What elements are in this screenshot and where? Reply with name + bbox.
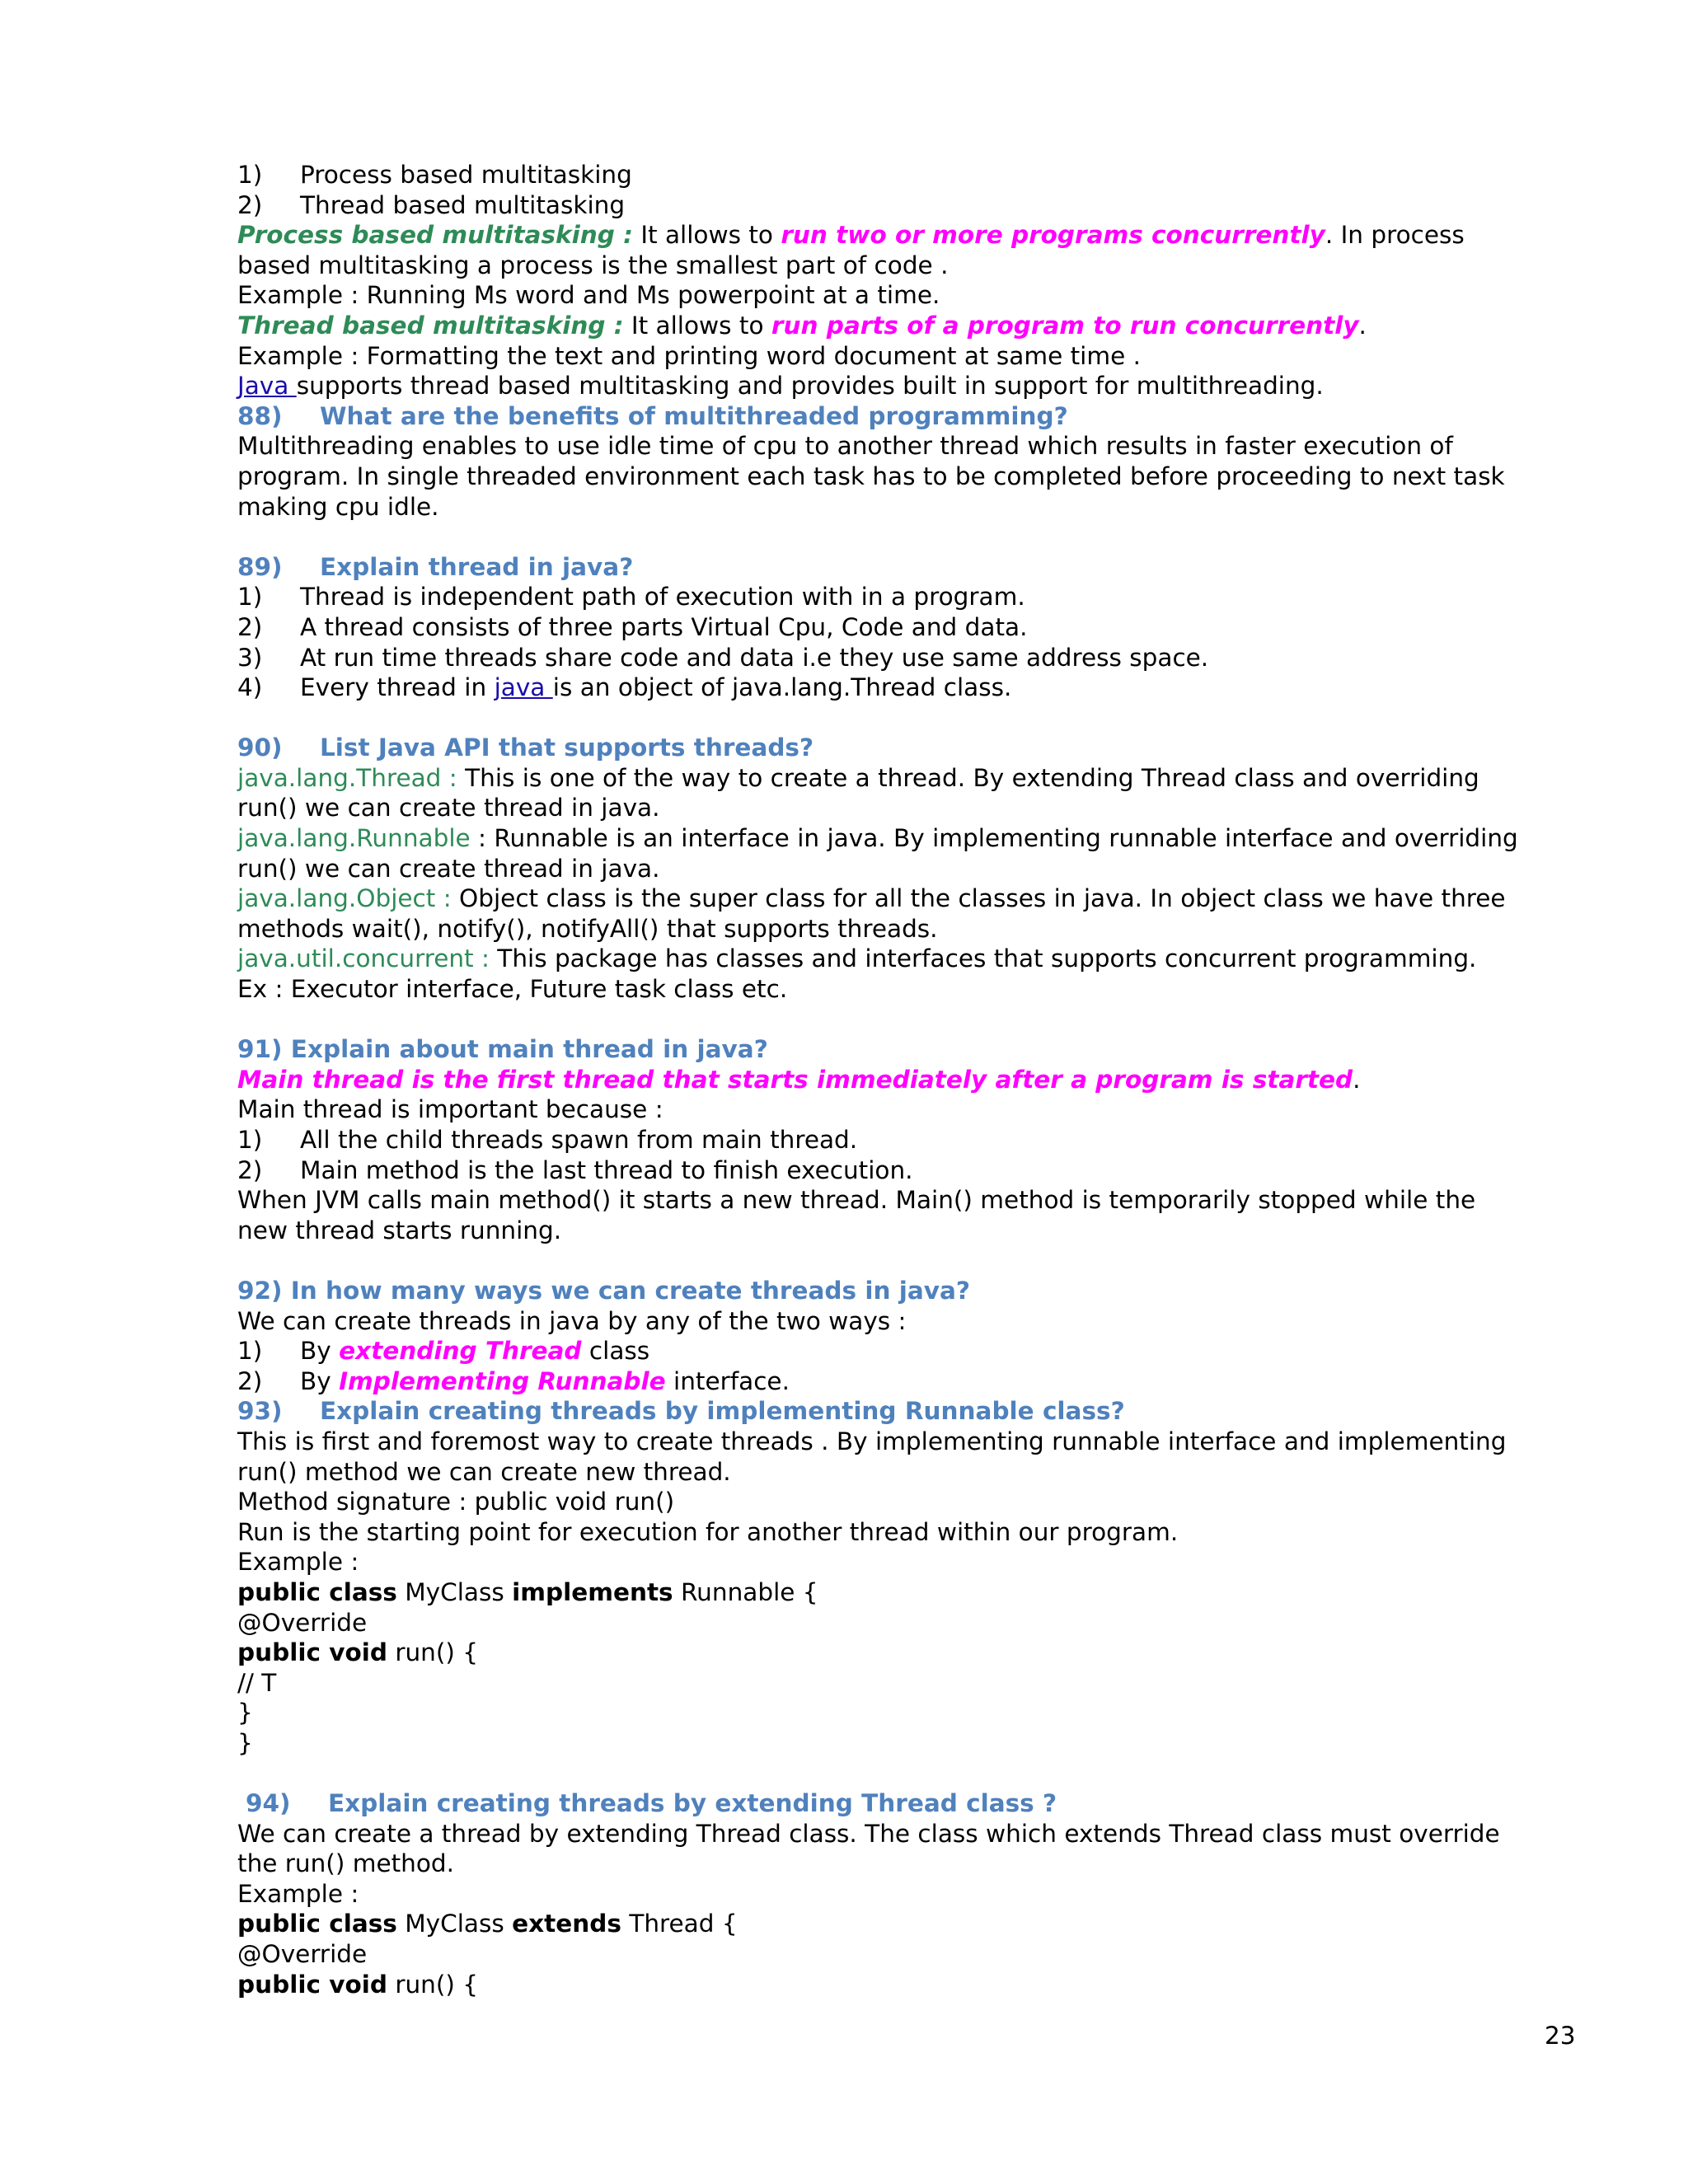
api-entry [237, 883, 1573, 914]
list-item [237, 582, 1573, 612]
list-text: By [300, 1337, 340, 1366]
list-text: is an object of java.lang.Thread class. [552, 673, 1012, 702]
question-title: List Java API that supports threads? [320, 733, 814, 762]
code-line: } [237, 1728, 253, 1757]
spacer [237, 1245, 1573, 1276]
paragraph-line: When JVM calls main method() it starts a new thread. Main() method is temporarily stopped while the [237, 1186, 1476, 1215]
paragraph-line: Method signature : public void run() [237, 1488, 675, 1516]
code-keyword: public void [237, 1638, 387, 1667]
list-number: 4) [237, 673, 263, 702]
java-link[interactable]: Java [237, 372, 297, 401]
example-line: Example : Formatting the text and printing word document at same time . [237, 341, 1142, 370]
code-line: // T [237, 1668, 277, 1697]
code-text: MyClass [396, 1577, 513, 1606]
code-keyword: implements [512, 1577, 673, 1606]
list-number: 1) [237, 161, 263, 189]
code-line: @Override [237, 1608, 368, 1637]
text: It allows to [632, 221, 781, 250]
code-keyword: public class [237, 1577, 397, 1606]
text: This package has classes and interfaces that supports concurrent programming. [497, 944, 1477, 973]
code-text: Runnable { [673, 1577, 818, 1606]
list-number: 2) [237, 1366, 263, 1395]
paragraph-line: Main thread is important because : [237, 1095, 663, 1124]
paragraph-line: run() method we can create new thread. [237, 1457, 731, 1486]
emphasis-text: run parts of a program to run concurrently [771, 311, 1359, 340]
code-text: MyClass [396, 1910, 513, 1938]
code-line [237, 1638, 1573, 1668]
list-number: 2) [237, 190, 263, 219]
code-text: run() { [387, 1970, 479, 1999]
api-entry [237, 944, 1573, 974]
code-keyword: public class [237, 1910, 397, 1938]
emphasis-text: Main thread is the first thread that starts immediately after a program is started [237, 1065, 1353, 1094]
list-number: 3) [237, 643, 263, 672]
page-body [237, 160, 1573, 1999]
api-name: java.lang.Runnable [237, 824, 471, 853]
emphasis-text: extending Thread [339, 1337, 582, 1366]
text: . [1358, 311, 1367, 340]
question-title: What are the benefits of multithreaded programming? [320, 401, 1068, 430]
code-keyword: public void [237, 1970, 387, 1999]
list-item [237, 673, 1573, 703]
list-text: class [581, 1337, 650, 1366]
list-text: Thread is independent path of execution with in a program. [300, 583, 1025, 612]
code-line [237, 1577, 1573, 1608]
text: . In process [1325, 221, 1465, 250]
paragraph-line [237, 1065, 1573, 1095]
list-text: All the child threads spawn from main thread. [300, 1126, 858, 1154]
list-number: 2) [237, 1155, 263, 1184]
api-name: java.lang.Object : [237, 884, 460, 913]
page-number: 23 [1545, 2022, 1576, 2050]
code-line [237, 1909, 1573, 1939]
question-heading: 92) In how many ways we can create threads in java? [237, 1276, 970, 1305]
question-number: 90) [237, 733, 283, 762]
paragraph-line: Example : [237, 1879, 359, 1908]
list-text: At run time threads share code and data i.e they use same address space. [300, 643, 1209, 672]
paragraph-line: We can create a thread by extending Thread class. The class which extends Thread class must override [237, 1819, 1500, 1848]
code-keyword: extends [512, 1910, 621, 1938]
question-heading: 91) Explain about main thread in java? [237, 1035, 768, 1064]
paragraph-line: making cpu idle. [237, 492, 439, 521]
list-item [237, 160, 1573, 190]
list-text: Thread based multitasking [300, 190, 626, 219]
list-text: Every thread in [300, 673, 495, 702]
list-item [237, 190, 1573, 221]
question-number: 93) [237, 1397, 283, 1426]
paragraph-line [237, 311, 1573, 341]
paragraph-line: based multitasking a process is the smallest part of code . [237, 251, 949, 279]
spacer [237, 1758, 1573, 1788]
list-text: Main method is the last thread to finish execution. [300, 1155, 913, 1184]
code-line [237, 1970, 1573, 2000]
api-name: java.lang.Thread : [237, 763, 466, 792]
text: supports thread based multitasking and provides built in support for multithreading. [296, 372, 1324, 401]
question-title: Explain thread in java? [320, 552, 634, 581]
list-number: 1) [237, 1337, 263, 1366]
question-number: 94) [246, 1789, 291, 1818]
paragraph-line: the run() method. [237, 1849, 455, 1878]
paragraph-line: run() we can create thread in java. [237, 794, 660, 823]
paragraph-line: Example : [237, 1548, 359, 1577]
question-heading [237, 1396, 1573, 1427]
example-line: Example : Running Ms word and Ms powerpoint at a time. [237, 281, 940, 310]
emphasis-text: run two or more programs concurrently [781, 221, 1325, 250]
api-entry [237, 763, 1573, 794]
question-heading [237, 1788, 1573, 1819]
question-heading [237, 552, 1573, 583]
text: : Runnable is an interface in java. By implementing runnable interface and overriding [470, 824, 1518, 853]
term-label: Process based multitasking : [237, 221, 633, 250]
list-text: Process based multitasking [300, 161, 632, 189]
code-line: } [237, 1699, 253, 1727]
paragraph-line: We can create threads in java by any of the two ways : [237, 1306, 907, 1335]
paragraph-line: program. In single threaded environment each task has to be completed before proceeding to next task [237, 462, 1505, 490]
paragraph-line: methods wait(), notify(), notifyAll() that supports threads. [237, 914, 938, 943]
paragraph-line [237, 220, 1573, 251]
api-name: java.util.concurrent : [237, 944, 498, 973]
code-line: @Override [237, 1940, 368, 1969]
code-text: run() { [387, 1638, 479, 1667]
term-label: Thread based multitasking : [237, 311, 624, 340]
paragraph-line: Run is the starting point for execution for another thread within our program. [237, 1517, 1179, 1546]
list-item [237, 1366, 1573, 1397]
text: . [1353, 1065, 1361, 1094]
question-title: Explain creating threads by extending Thread class ? [328, 1789, 1057, 1818]
text: Object class is the super class for all the classes in java. In object class we have three [459, 884, 1506, 913]
code-text: Thread { [621, 1910, 738, 1938]
question-title: Explain creating threads by implementing Runnable class? [320, 1397, 1125, 1426]
spacer [237, 522, 1573, 552]
list-item [237, 643, 1573, 673]
text: It allows to [623, 311, 771, 340]
emphasis-text: Implementing Runnable [339, 1366, 666, 1395]
api-entry [237, 823, 1573, 854]
paragraph-line: new thread starts running. [237, 1216, 562, 1244]
list-item [237, 612, 1573, 643]
paragraph-line: This is first and foremost way to create threads . By implementing runnable interface and implementing [237, 1427, 1507, 1455]
list-text: A thread consists of three parts Virtual Cpu, Code and data. [300, 612, 1028, 641]
list-number: 1) [237, 1126, 263, 1154]
paragraph-line: Ex : Executor interface, Future task class etc. [237, 975, 788, 1004]
paragraph-line [237, 371, 1573, 401]
text: This is one of the way to create a thread. By extending Thread class and overriding [465, 763, 1479, 792]
list-item [237, 1155, 1573, 1186]
question-number: 89) [237, 552, 283, 581]
paragraph-line: Multithreading enables to use idle time of cpu to another thread which results in faster execution of [237, 432, 1453, 461]
list-number: 2) [237, 612, 263, 641]
question-heading [237, 401, 1573, 432]
list-number: 1) [237, 583, 263, 612]
java-link[interactable]: java [494, 673, 553, 702]
question-heading [237, 733, 1573, 763]
list-item [237, 1125, 1573, 1155]
list-text: interface. [665, 1366, 790, 1395]
list-item [237, 1336, 1573, 1366]
spacer [237, 703, 1573, 733]
list-text: By [300, 1366, 340, 1395]
paragraph-line: run() we can create thread in java. [237, 854, 660, 883]
question-number: 88) [237, 401, 283, 430]
spacer [237, 1005, 1573, 1035]
